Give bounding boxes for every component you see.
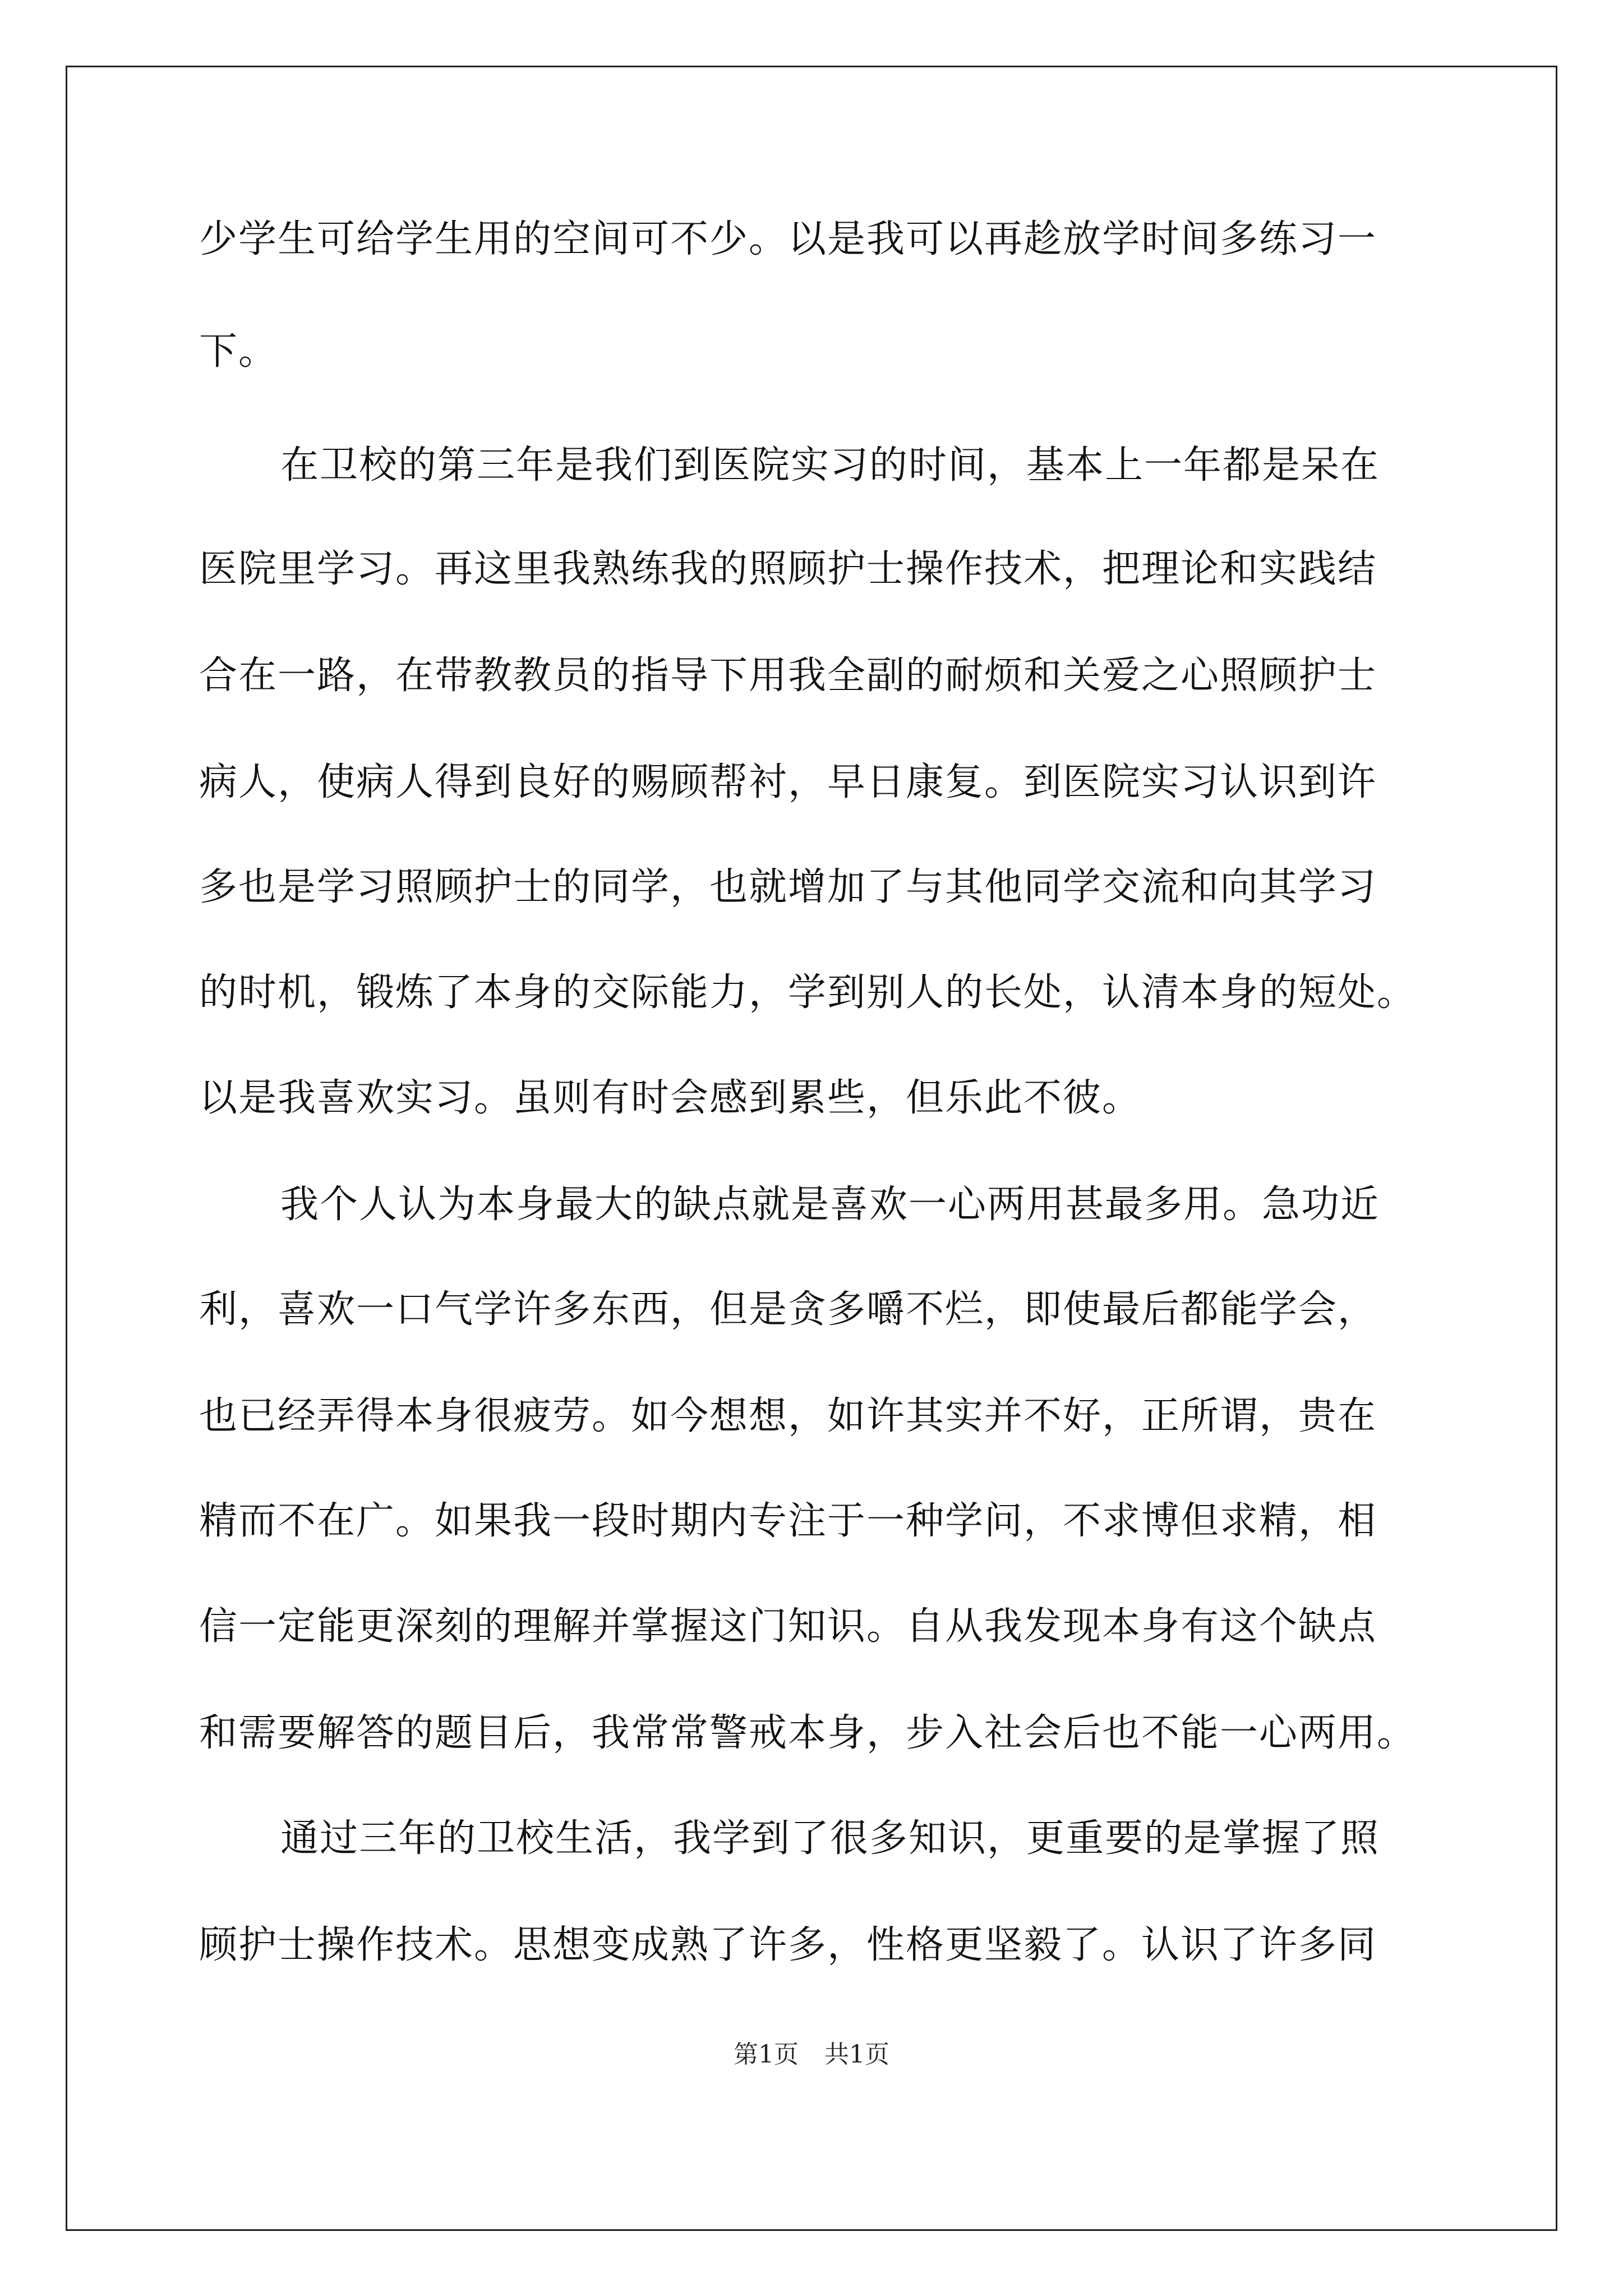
body-line: 的时机，锻炼了本身的交际能力，学到别人的长处，认清本身的短处。 xyxy=(199,970,1417,1015)
body-line: 精而不在广。如果我一段时期内专注于一种学问，不求博但求精，相 xyxy=(199,1499,1377,1543)
body-line: 下。 xyxy=(199,329,278,374)
page-border xyxy=(66,66,1557,2231)
body-line: 病人，使病人得到良好的赐顾帮衬，早日康复。到医院实习认识到许 xyxy=(199,760,1377,804)
paragraph-start-line: 我个人认为本身最大的缺点就是喜欢一心两用甚最多用。急功近 xyxy=(280,1182,1380,1227)
page-number: 第1页 xyxy=(734,2040,799,2069)
body-line: 以是我喜欢实习。虽则有时会感到累些，但乐此不彼。 xyxy=(199,1076,1142,1120)
body-line: 信一定能更深刻的理解并掌握这门知识。自从我发现本身有这个缺点 xyxy=(199,1604,1377,1649)
body-line: 和需要解答的题目后，我常常警戒本身，步入社会后也不能一心两用。 xyxy=(199,1711,1417,1755)
body-line: 少学生可给学生用的空间可不少。以是我可以再趁放学时间多练习一 xyxy=(199,217,1377,261)
paragraph-start-line: 在卫校的第三年是我们到医院实习的时间，基本上一年都是呆在 xyxy=(280,443,1380,487)
body-line: 也已经弄得本身很疲劳。如今想想，如许其实并不好，正所谓，贵在 xyxy=(199,1394,1377,1438)
page-footer xyxy=(0,2039,1623,2070)
body-line: 多也是学习照顾护士的同学，也就增加了与其他同学交流和向其学习 xyxy=(199,865,1377,909)
paragraph-start-line: 通过三年的卫校生活，我学到了很多知识，更重要的是掌握了照 xyxy=(280,1816,1380,1861)
body-line: 顾护士操作技术。思想变成熟了许多，性格更坚毅了。认识了许多同 xyxy=(199,1923,1377,1967)
body-line: 利，喜欢一口气学许多东西，但是贪多嚼不烂，即使最后都能学会， xyxy=(199,1287,1377,1332)
body-line: 合在一路，在带教教员的指导下用我全副的耐烦和关爱之心照顾护士 xyxy=(199,654,1377,698)
body-line: 医院里学习。再这里我熟练我的照顾护士操作技术，把理论和实践结 xyxy=(199,547,1377,591)
page-total: 共1页 xyxy=(824,2040,889,2069)
